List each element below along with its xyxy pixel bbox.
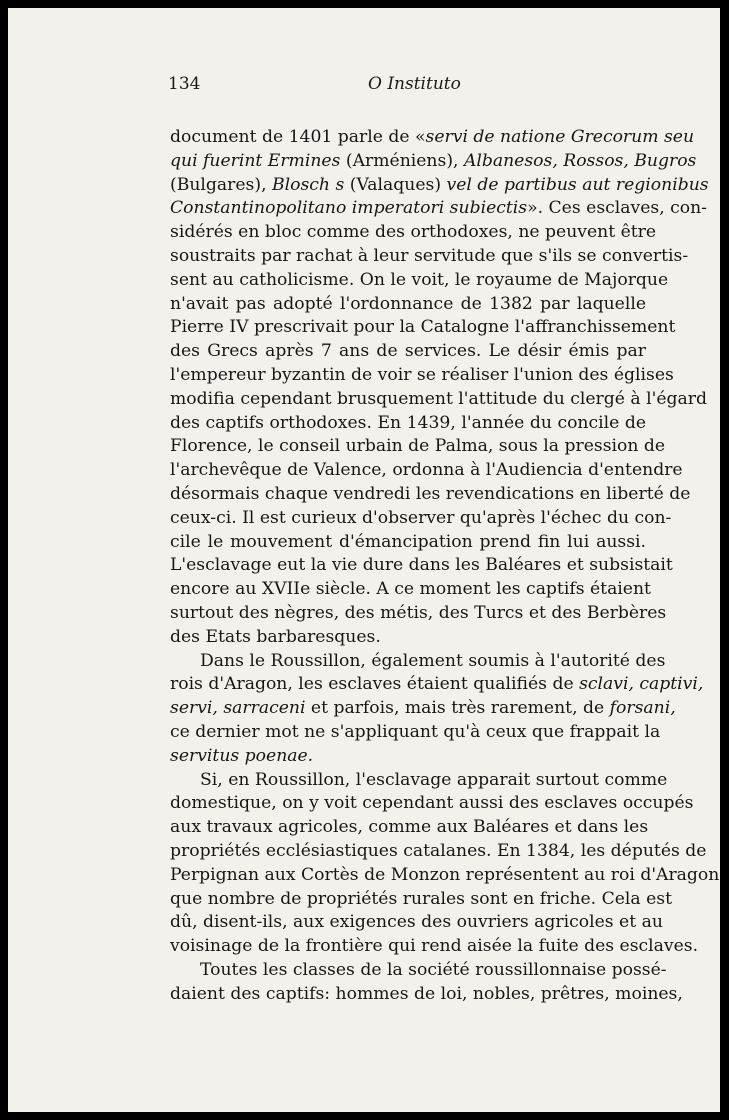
text-segment: modifia cependant brusquement l'attitude du clergé à l'égard <box>170 388 707 409</box>
text-line <box>170 983 683 1007</box>
paragraph <box>170 769 720 959</box>
italic-segment: servitus poenae. <box>170 745 314 766</box>
italic-segment: forsani, <box>609 698 676 719</box>
text-line <box>170 531 646 555</box>
paragraph <box>170 959 683 1007</box>
text-line <box>170 293 646 317</box>
text-segment: (Bulgares), <box>170 174 272 195</box>
text-line <box>170 126 695 150</box>
text-segment: voisinage de la frontière qui rend aisée la fuite des esclaves. <box>170 936 699 957</box>
italic-segment: sclavi, captivi, <box>579 674 704 695</box>
page-header <box>168 74 648 104</box>
italic-segment: servi, sarraceni <box>170 698 306 719</box>
running-title: O Instituto <box>368 74 461 94</box>
text-segment: ce dernier mot ne s'appliquant qu'à ceux que frappait la <box>170 721 661 742</box>
text-segment: domestique, on y voit cependant aussi des esclaves occupés <box>170 793 694 814</box>
text-line <box>170 888 673 912</box>
text-segment: Florence, le conseil urbain de Palma, sous la pression de <box>170 436 666 457</box>
text-segment: l'archevêque de Valence, ordonna à l'Audiencia d'entendre <box>170 460 683 481</box>
text-line <box>170 174 709 198</box>
page-number: 134 <box>168 74 201 94</box>
text-line <box>170 554 673 578</box>
italic-segment: vel de partibus aut regionibus <box>446 174 709 195</box>
text-line <box>170 197 707 221</box>
text-line <box>170 483 691 507</box>
text-line <box>170 364 674 388</box>
text-segment: soustraits par rachat à leur servitude que s'ils se convertis- <box>170 245 689 266</box>
italic-segment: Constantinopolitano imperatori subiectis <box>170 198 528 219</box>
text-line <box>170 412 646 436</box>
italic-segment: qui fuerint Ermines <box>170 150 341 171</box>
text-segment: n'avait pas adopté l'ordonnance de 1382 par laquelle <box>170 293 646 314</box>
text-segment: que nombre de propriétés rurales sont en friche. Cela est <box>170 888 673 909</box>
text-line <box>170 745 646 769</box>
book-page <box>8 8 720 1112</box>
text-line <box>170 388 707 412</box>
text-segment: propriétés ecclésiastiques catalanes. En 1384, les députés de <box>170 840 707 861</box>
text-line <box>170 507 672 531</box>
italic-segment: servi de natione Grecorum seu <box>425 127 695 147</box>
text-segment: Dans le Roussillon, également soumis à l'autorité des <box>200 650 666 671</box>
text-segment: des Grecs après 7 ans de services. Le désir émis par <box>170 341 646 362</box>
text-segment: ». Ces esclaves, con- <box>527 198 707 219</box>
text-segment: Pierre IV prescrivait pour la Catalogne l'affranchissement <box>170 317 676 338</box>
text-segment: cile le mouvement d'émancipation prend fin lui aussi. <box>170 531 646 552</box>
text-segment: rois d'Aragon, les esclaves étaient qualifiés de <box>170 674 580 695</box>
text-line <box>170 435 666 459</box>
text-line <box>170 578 651 602</box>
text-line <box>170 626 646 650</box>
text-line <box>170 792 694 816</box>
text-line <box>170 150 697 174</box>
text-line <box>170 269 669 293</box>
paragraph <box>170 126 709 650</box>
text-segment: (Valaques) <box>344 174 447 195</box>
text-segment: désormais chaque vendredi les revendications en liberté de <box>170 483 691 504</box>
text-segment: des captifs orthodoxes. En 1439, l'année du concile de <box>170 412 646 433</box>
text-line <box>170 816 649 840</box>
text-line <box>170 316 676 340</box>
text-line <box>170 650 666 674</box>
text-segment: l'empereur byzantin de voir se réaliser l'union des églises <box>170 364 674 385</box>
text-line <box>170 769 668 793</box>
text-line <box>170 602 667 626</box>
italic-segment: Blosch s <box>272 174 345 195</box>
text-line <box>170 673 704 697</box>
text-segment: dû, disent-ils, aux exigences des ouvriers agricoles et au <box>170 912 663 933</box>
text-segment: des Etats barbaresques. <box>170 626 381 647</box>
body-text <box>170 126 720 1006</box>
text-segment: Toutes les classes de la société roussillonnaise possé- <box>200 959 667 980</box>
text-segment: Perpignan aux Cortès de Monzon représentent au roi d'Aragon <box>170 864 720 885</box>
text-segment: document de 1401 parle de « <box>170 127 426 147</box>
italic-segment: Albanesos, Rossos, Bugros <box>463 150 697 171</box>
text-segment: surtout des nègres, des métis, des Turcs et des Berbères <box>170 602 667 623</box>
text-line <box>170 840 707 864</box>
text-segment: Si, en Roussillon, l'esclavage apparait surtout comme <box>200 769 668 790</box>
text-segment: L'esclavage eut la vie dure dans les Baléares et subsistait <box>170 555 673 576</box>
text-segment: et parfois, mais très rarement, de <box>305 698 610 719</box>
text-segment: aux travaux agricoles, comme aux Baléares et dans les <box>170 817 649 838</box>
text-line <box>170 935 699 959</box>
text-line <box>170 911 663 935</box>
text-line <box>170 864 720 888</box>
text-line <box>170 697 676 721</box>
text-segment: encore au XVIIe siècle. A ce moment les captifs étaient <box>170 579 651 600</box>
text-segment: daient des captifs: hommes de loi, nobles, prêtres, moines, <box>170 983 683 1004</box>
text-line <box>170 221 657 245</box>
text-segment: ceux-ci. Il est curieux d'observer qu'après l'échec du con- <box>170 507 672 528</box>
text-segment: sent au catholicisme. On le voit, le royaume de Majorque <box>170 269 669 290</box>
paragraph <box>170 650 704 769</box>
text-line <box>170 721 661 745</box>
text-segment: sidérés en bloc comme des orthodoxes, ne peuvent être <box>170 222 657 243</box>
text-line <box>170 959 667 983</box>
text-line <box>170 245 689 269</box>
text-segment: (Arméniens), <box>340 150 464 171</box>
text-line <box>170 340 646 364</box>
text-line <box>170 459 683 483</box>
